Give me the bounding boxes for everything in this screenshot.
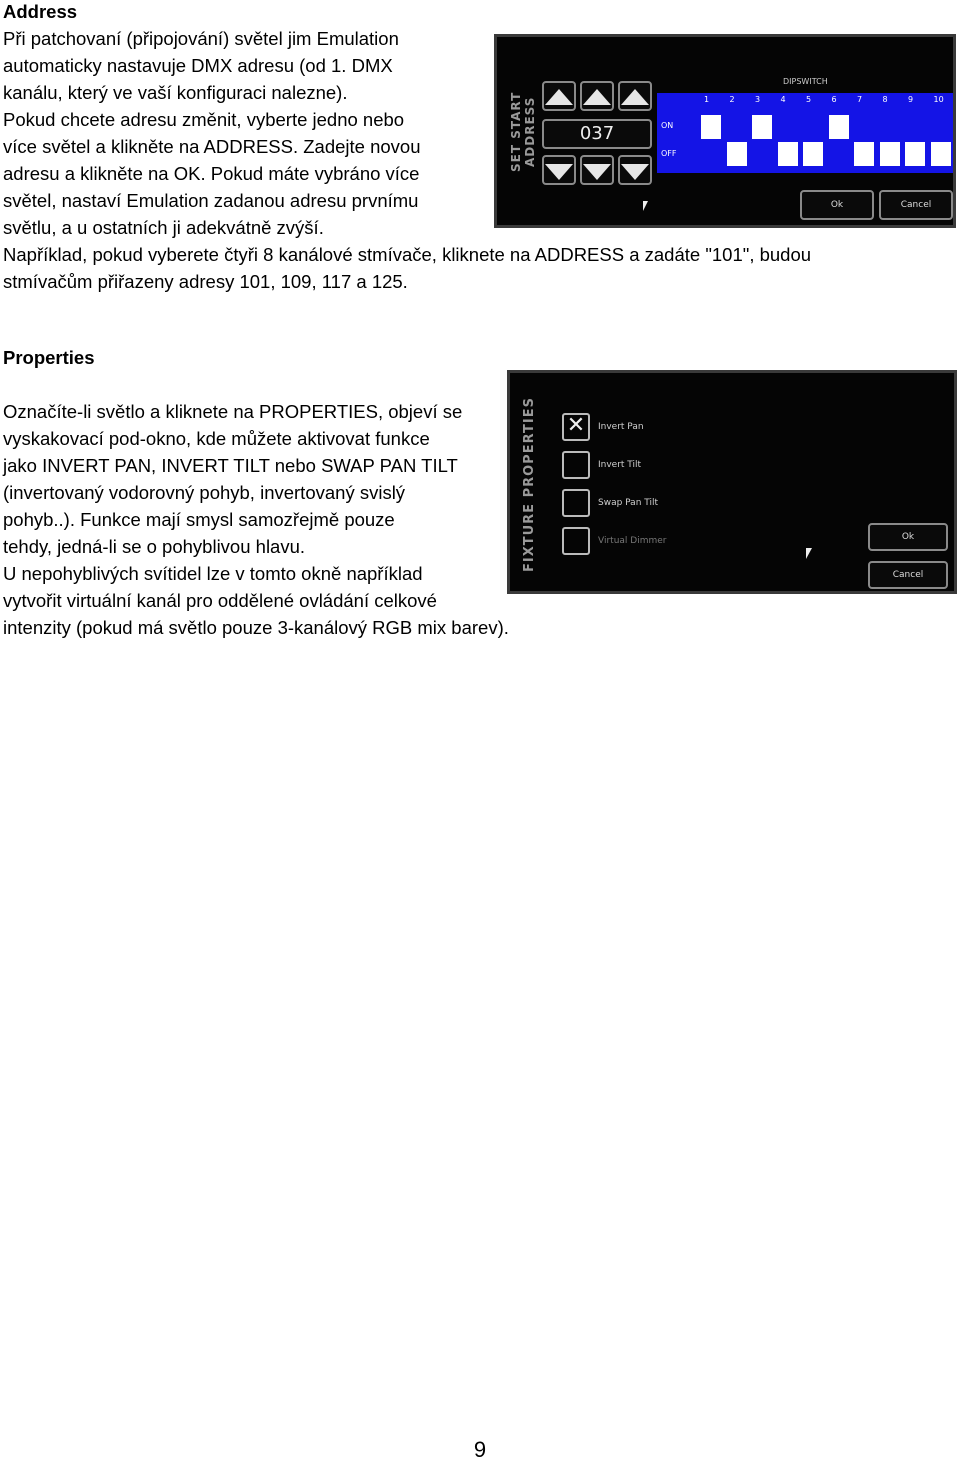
- page-number: 9: [473, 1437, 487, 1462]
- dip-off-label: OFF: [661, 149, 677, 158]
- set-start-address-dialog: [494, 34, 956, 228]
- properties-heading: Properties: [3, 347, 95, 368]
- checkmark-x-icon: ✕: [566, 413, 586, 438]
- address-line-3: kanálu, který ve vaší konfiguraci nalezne).: [3, 82, 348, 103]
- address-line-9: Například, pokud vyberete čtyři 8 kanálové stmívače, kliknete na ADDRESS a zadáte "101", budou: [3, 244, 812, 265]
- dip-number-label: 4: [780, 95, 786, 104]
- dip-switch[interactable]: [778, 142, 798, 166]
- address-value-display: [542, 119, 652, 149]
- dip-switch[interactable]: [931, 142, 951, 166]
- properties-line-6: tehdy, jedná-li se o pohyblivou hlavu.: [3, 536, 306, 557]
- address-line-7: světel, nastaví Emulation zadanou adresu prvnímu: [3, 190, 419, 211]
- address-line-10: stmívačům přiřazeny adresy 101, 109, 117 a 125.: [3, 271, 408, 292]
- properties-line-7: U nepohyblivých svítidel lze v tomto okně například: [3, 563, 423, 584]
- mouse-cursor-icon: [806, 548, 812, 559]
- dip-switch[interactable]: [701, 115, 721, 139]
- option-checkbox[interactable]: [562, 527, 590, 555]
- address-line-8: světlu, a u ostatních ji adekvátně zvýší.: [3, 217, 324, 238]
- decrement-tens-button[interactable]: [580, 155, 614, 185]
- fixture-properties-title: FIXTURE PROPERTIES: [522, 397, 537, 573]
- option-checkbox[interactable]: [562, 489, 590, 517]
- dip-switch[interactable]: [752, 115, 772, 139]
- properties-cancel-button[interactable]: [868, 561, 948, 589]
- address-line-6: adresu a klikněte na OK. Pokud máte vybráno více: [3, 163, 420, 184]
- arrow-down-icon: [583, 164, 611, 180]
- dipswitch-panel: [657, 93, 953, 173]
- address-line-2: automaticky nastavuje DMX adresu (od 1. DMX: [3, 55, 393, 76]
- address-heading: Address: [3, 1, 78, 22]
- dip-number-label: 6: [831, 95, 837, 104]
- dipswitch-title: DIPSWITCH: [783, 77, 828, 86]
- dip-switch[interactable]: [880, 142, 900, 166]
- dip-number-label: 2: [729, 95, 735, 104]
- fixture-properties-dialog: [507, 370, 957, 594]
- properties-line-4: (invertovaný vodorovný pohyb, invertovaný svislý: [3, 482, 406, 503]
- address-value: 037: [579, 123, 615, 144]
- decrement-hundreds-button[interactable]: [542, 155, 576, 185]
- dip-number-label: 9: [908, 95, 914, 104]
- dip-switch[interactable]: [905, 142, 925, 166]
- properties-line-8: vytvořit virtuální kanál pro oddělené ovládání celkové: [3, 590, 437, 611]
- dip-number-label: 5: [806, 95, 812, 104]
- set-start-address-title: SET START ADDRESS: [509, 91, 537, 173]
- dip-number-label: 7: [857, 95, 863, 104]
- properties-cancel-label: Cancel: [892, 570, 924, 580]
- option-checkbox[interactable]: [562, 451, 590, 479]
- arrow-down-icon: [545, 164, 573, 180]
- address-line-4: Pokud chcete adresu změnit, vyberte jedno nebo: [3, 109, 405, 130]
- dip-number-label: 10: [933, 95, 944, 104]
- address-line-1: Při patchovaní (připojování) světel jim Emulation: [3, 28, 399, 49]
- arrow-up-icon: [621, 89, 649, 105]
- properties-line-3: jako INVERT PAN, INVERT TILT nebo SWAP PAN TILT: [3, 455, 458, 476]
- properties-line-2: vyskakovací pod-okno, kde můžete aktivovat funkce: [3, 428, 430, 449]
- dip-number-label: 8: [882, 95, 888, 104]
- dip-number-label: 3: [755, 95, 761, 104]
- dip-on-label: ON: [661, 121, 674, 130]
- dip-number-label: 1: [704, 95, 710, 104]
- arrow-down-icon: [621, 164, 649, 180]
- decrement-units-button[interactable]: [618, 155, 652, 185]
- cancel-button-label: Cancel: [900, 200, 932, 210]
- cancel-button[interactable]: [879, 190, 953, 220]
- dip-switch[interactable]: [854, 142, 874, 166]
- dip-switch[interactable]: [727, 142, 747, 166]
- increment-tens-button[interactable]: [580, 81, 614, 111]
- properties-ok-label: Ok: [901, 532, 915, 542]
- option-checkbox[interactable]: [562, 413, 590, 441]
- properties-line-1: Označíte-li světlo a kliknete na PROPERTIES, objeví se: [3, 401, 463, 422]
- increment-hundreds-button[interactable]: [542, 81, 576, 111]
- dip-switch[interactable]: [803, 142, 823, 166]
- mouse-cursor-icon: [643, 201, 648, 211]
- dip-switch[interactable]: [829, 115, 849, 139]
- properties-line-9: intenzity (pokud má světlo pouze 3-kanálový RGB mix barev).: [3, 617, 509, 638]
- arrow-up-icon: [583, 89, 611, 105]
- ok-button-label: Ok: [830, 200, 844, 210]
- address-line-5: více světel a klikněte na ADDRESS. Zadejte novou: [3, 136, 421, 157]
- properties-ok-button[interactable]: [868, 523, 948, 551]
- option-label: Swap Pan Tilt: [598, 498, 659, 508]
- ok-button[interactable]: [800, 190, 874, 220]
- option-label: Invert Pan: [598, 422, 644, 432]
- properties-line-5: pohyb..). Funkce mají smysl samozřejmě pouze: [3, 509, 395, 530]
- increment-units-button[interactable]: [618, 81, 652, 111]
- arrow-up-icon: [545, 89, 573, 105]
- option-label: Invert Tilt: [598, 460, 642, 470]
- option-label: Virtual Dimmer: [598, 536, 667, 546]
